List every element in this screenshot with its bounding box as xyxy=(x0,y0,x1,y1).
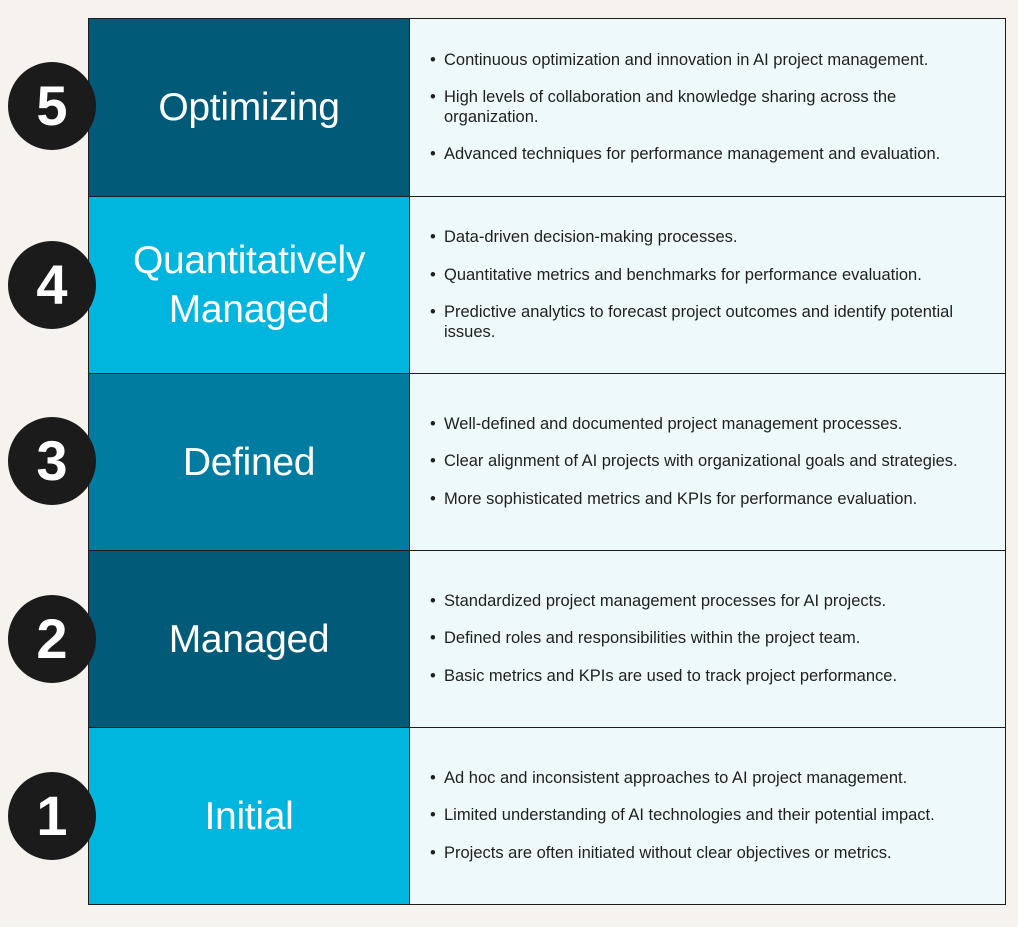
level-description-cell xyxy=(410,19,1005,196)
level-row-4 xyxy=(89,196,1005,373)
bullet-item: • Standardized project management processes for AI projects. xyxy=(430,592,897,612)
level-title: Managed xyxy=(168,617,330,661)
bullet-list xyxy=(430,769,935,864)
level-description-cell xyxy=(410,728,1005,904)
bullet-item: • More sophisticated metrics and KPIs for performance evaluation. xyxy=(430,490,958,510)
bullet-item: • Data-driven decision-making processes. xyxy=(430,228,991,248)
bullet-item: • Quantitative metrics and benchmarks for performance evaluation. xyxy=(430,266,991,286)
bullet-item: • Continuous optimization and innovation in AI project management. xyxy=(430,51,991,71)
level-number-badge-2: 2 xyxy=(8,595,96,683)
level-description-cell xyxy=(410,374,1005,550)
maturity-levels-table xyxy=(88,18,1006,905)
level-row-1 xyxy=(89,727,1005,904)
level-row-3 xyxy=(89,373,1005,550)
level-title: Defined xyxy=(182,440,316,484)
level-title: Optimizing xyxy=(158,86,340,129)
level-number-badge-1: 1 xyxy=(8,772,96,860)
bullet-item: • High levels of collaboration and knowledge sharing across the organization. xyxy=(430,88,991,127)
level-title: Quantitatively Managed xyxy=(132,239,366,331)
level-description-cell xyxy=(410,197,1005,373)
level-title: Initial xyxy=(204,794,294,838)
level-title-cell xyxy=(89,551,410,727)
level-title-cell xyxy=(89,19,410,196)
bullet-item: • Well-defined and documented project management processes. xyxy=(430,415,958,435)
bullet-item: • Clear alignment of AI projects with organizational goals and strategies. xyxy=(430,452,958,472)
bullet-list xyxy=(430,415,958,510)
bullet-item: • Projects are often initiated without clear objectives or metrics. xyxy=(430,844,935,864)
level-title-cell xyxy=(89,197,410,373)
bullet-list xyxy=(430,51,991,165)
level-number-badge-4: 4 xyxy=(8,241,96,329)
bullet-item: • Defined roles and responsibilities within the project team. xyxy=(430,629,897,649)
bullet-list xyxy=(430,592,897,687)
level-row-5 xyxy=(89,19,1005,196)
level-title-cell xyxy=(89,374,410,550)
bullet-item: • Limited understanding of AI technologies and their potential impact. xyxy=(430,806,935,826)
level-row-2 xyxy=(89,550,1005,727)
level-number-badge-5: 5 xyxy=(8,62,96,150)
level-title-cell xyxy=(89,728,410,904)
level-description-cell xyxy=(410,551,1005,727)
bullet-item: • Basic metrics and KPIs are used to track project performance. xyxy=(430,667,897,687)
level-number-badge-3: 3 xyxy=(8,417,96,505)
bullet-item: • Predictive analytics to forecast project outcomes and identify potential issues. xyxy=(430,303,991,342)
bullet-item: • Ad hoc and inconsistent approaches to AI project management. xyxy=(430,769,935,789)
bullet-item: • Advanced techniques for performance management and evaluation. xyxy=(430,145,991,165)
bullet-list xyxy=(430,228,991,342)
